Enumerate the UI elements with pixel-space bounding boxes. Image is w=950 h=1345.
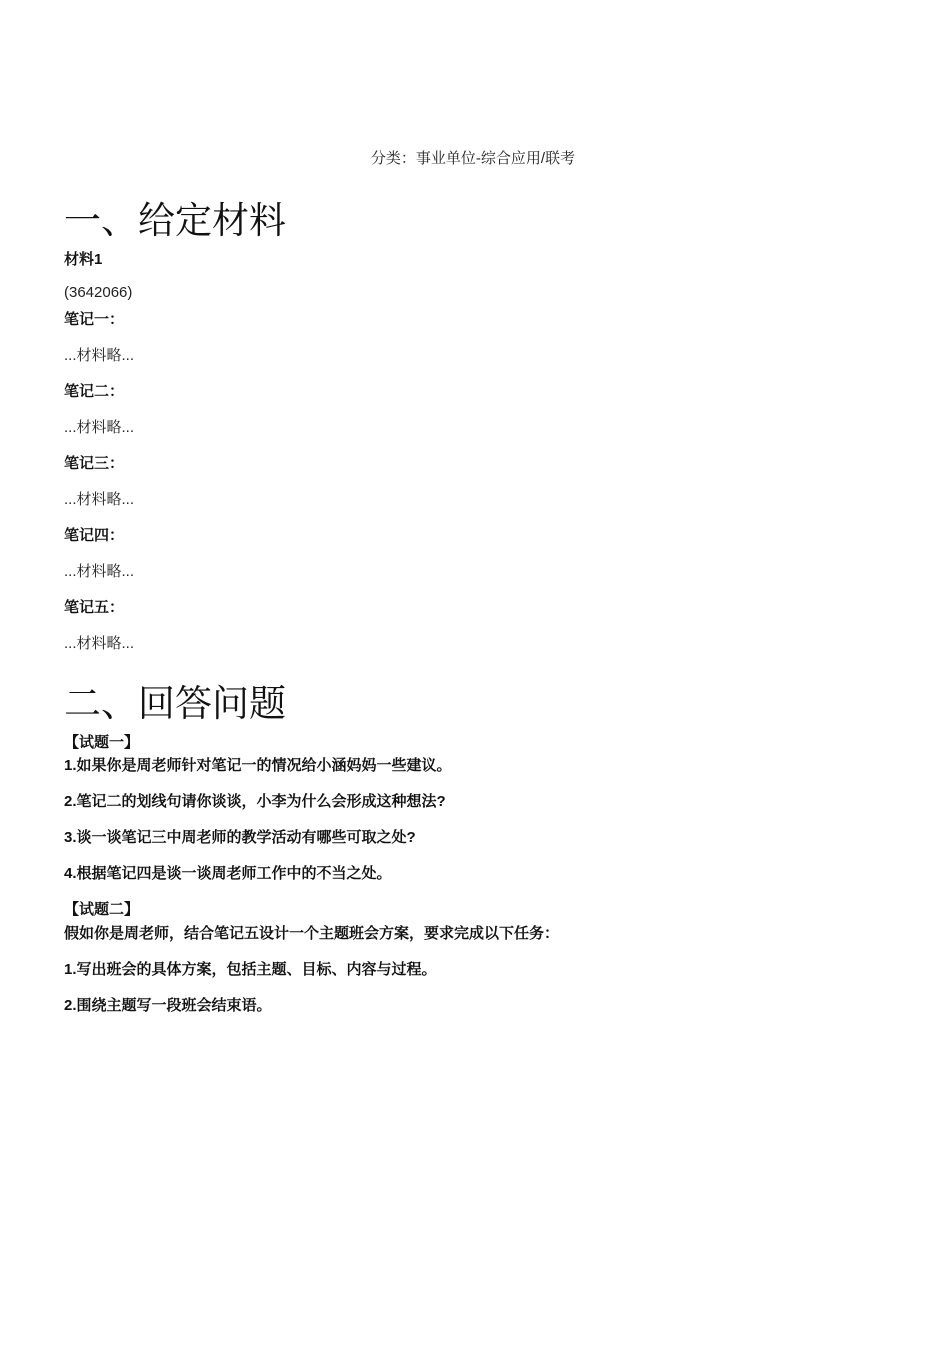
exam-intro: 假如你是周老师，结合笔记五设计一个主题班会方案，要求完成以下任务： xyxy=(64,925,560,942)
exam-title: 【试题一】 xyxy=(64,734,140,751)
note-content: ...材料略... xyxy=(64,563,135,580)
exam-title: 【试题二】 xyxy=(64,901,140,918)
note-label: 笔记一： xyxy=(64,311,125,328)
material-id: (3642066) xyxy=(64,284,133,301)
note-label: 笔记五： xyxy=(64,599,125,616)
note-label: 笔记四： xyxy=(64,527,125,544)
category-line: 分类：事业单位-综合应用/联考 xyxy=(370,150,576,167)
note-label: 笔记三： xyxy=(64,455,125,472)
question-item: 4.根据笔记四是谈一谈周老师工作中的不当之处。 xyxy=(64,865,392,882)
note-content: ...材料略... xyxy=(64,347,135,364)
material-title: 材料1 xyxy=(64,251,103,268)
note-content: ...材料略... xyxy=(64,491,135,508)
task-item: 2.围绕主题写一段班会结束语。 xyxy=(64,997,272,1014)
note-content: ...材料略... xyxy=(64,635,135,652)
question-item: 2.笔记二的划线句请你谈谈，小李为什么会形成这种想法? xyxy=(64,793,446,810)
section-heading-questions: 二、回答问题 xyxy=(64,683,286,724)
section-heading-materials: 一、给定材料 xyxy=(64,200,286,241)
task-item: 1.写出班会的具体方案，包括主题、目标、内容与过程。 xyxy=(64,961,437,978)
question-item: 1.如果你是周老师针对笔记一的情况给小涵妈妈一些建议。 xyxy=(64,757,452,774)
question-item: 3.谈一谈笔记三中周老师的教学活动有哪些可取之处? xyxy=(64,829,416,846)
note-content: ...材料略... xyxy=(64,419,135,436)
note-label: 笔记二： xyxy=(64,383,125,400)
